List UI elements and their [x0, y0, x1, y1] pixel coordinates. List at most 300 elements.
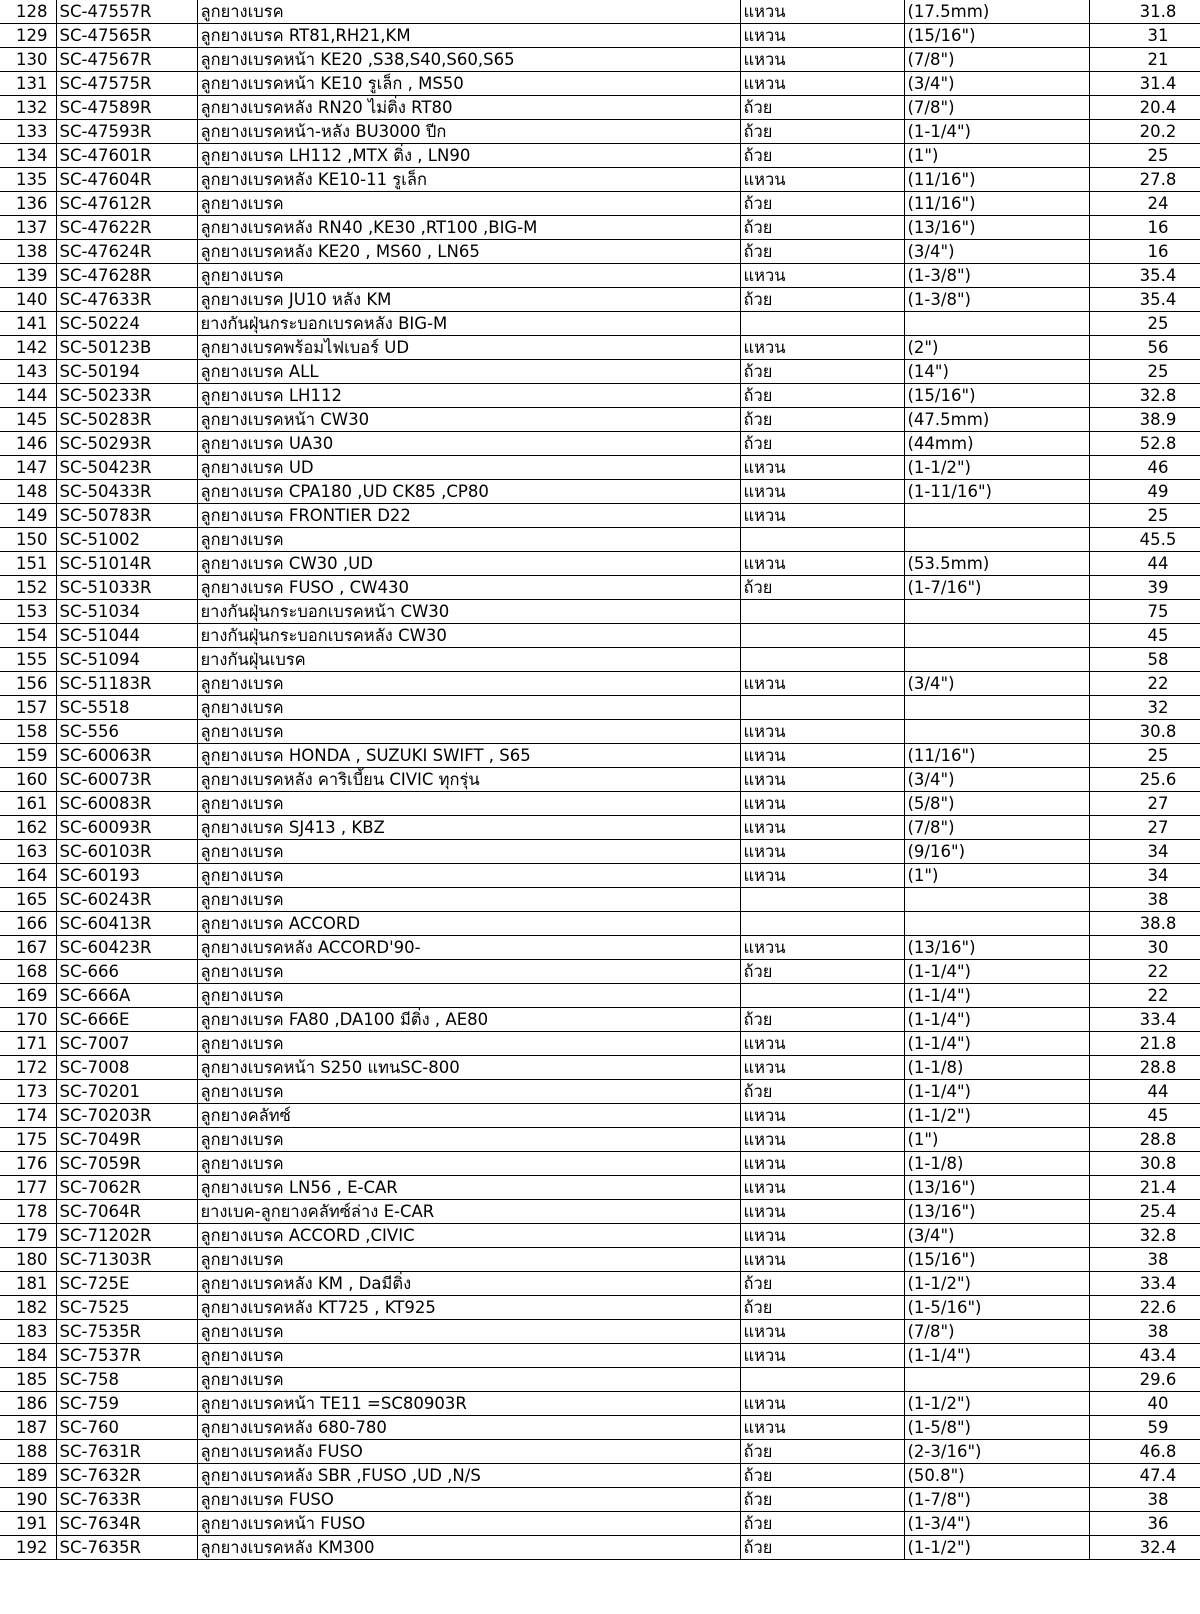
part-code-cell: SC-7635R — [56, 1536, 197, 1560]
part-code-cell: SC-51183R — [56, 672, 197, 696]
row-number-cell: 135 — [0, 168, 56, 192]
table-row — [0, 600, 1200, 624]
row-number-cell: 159 — [0, 744, 56, 768]
description-cell: ลูกยางเบรค FRONTIER D22 — [197, 504, 740, 528]
price-cell: 25 — [1089, 504, 1200, 528]
price-cell: 16 — [1089, 240, 1200, 264]
description-cell: ลูกยางเบรค LH112 ,MTX ติ่ง , LN90 — [197, 144, 740, 168]
table-row — [0, 72, 1200, 96]
table-row — [0, 1248, 1200, 1272]
table-row — [0, 1416, 1200, 1440]
part-code-cell: SC-60423R — [56, 936, 197, 960]
table-row — [0, 1488, 1200, 1512]
description-cell: ลูกยางเบรคหลัง SBR ,FUSO ,UD ,N/S — [197, 1464, 740, 1488]
table-row — [0, 1512, 1200, 1536]
type-cell: แหวน — [740, 1176, 904, 1200]
type-cell: แหวน — [740, 1200, 904, 1224]
description-cell: ลูกยางเบรคหลัง RN20 ไม่ติ่ง RT80 — [197, 96, 740, 120]
size-cell: (3/4") — [904, 240, 1089, 264]
price-cell: 56 — [1089, 336, 1200, 360]
type-cell: ถ้วย — [740, 1008, 904, 1032]
description-cell: ลูกยางเบรค — [197, 1152, 740, 1176]
description-cell: ลูกยางเบรค — [197, 192, 740, 216]
size-cell: (1-1/2") — [904, 1104, 1089, 1128]
table-row — [0, 336, 1200, 360]
description-cell: ลูกยางเบรคหลัง KM , Daมีติ่ง — [197, 1272, 740, 1296]
row-number-cell: 165 — [0, 888, 56, 912]
part-code-cell: SC-7632R — [56, 1464, 197, 1488]
description-cell: ลูกยางเบรค CW30 ,UD — [197, 552, 740, 576]
price-cell: 32.8 — [1089, 384, 1200, 408]
row-number-cell: 176 — [0, 1152, 56, 1176]
table-row — [0, 528, 1200, 552]
size-cell: (17.5mm) — [904, 0, 1089, 24]
description-cell: ลูกยางเบรค JU10 หลัง KM — [197, 288, 740, 312]
price-cell: 58 — [1089, 648, 1200, 672]
table-row — [0, 1056, 1200, 1080]
price-cell: 47.4 — [1089, 1464, 1200, 1488]
price-cell: 25 — [1089, 312, 1200, 336]
price-cell: 46.8 — [1089, 1440, 1200, 1464]
part-code-cell: SC-60063R — [56, 744, 197, 768]
size-cell: (53.5mm) — [904, 552, 1089, 576]
row-number-cell: 161 — [0, 792, 56, 816]
description-cell: ลูกยางเบรค — [197, 672, 740, 696]
price-cell: 35.4 — [1089, 264, 1200, 288]
description-cell: ลูกยางเบรคหน้า KE10 รูเล็ก , MS50 — [197, 72, 740, 96]
description-cell: ลูกยางเบรค — [197, 960, 740, 984]
price-cell: 22 — [1089, 672, 1200, 696]
row-number-cell: 158 — [0, 720, 56, 744]
price-cell: 75 — [1089, 600, 1200, 624]
type-cell: แหวน — [740, 840, 904, 864]
part-code-cell: SC-7535R — [56, 1320, 197, 1344]
type-cell: ถ้วย — [740, 384, 904, 408]
row-number-cell: 171 — [0, 1032, 56, 1056]
type-cell: ถ้วย — [740, 144, 904, 168]
type-cell: แหวน — [740, 1128, 904, 1152]
part-code-cell: SC-47567R — [56, 48, 197, 72]
type-cell: แหวน — [740, 936, 904, 960]
part-code-cell: SC-47633R — [56, 288, 197, 312]
row-number-cell: 141 — [0, 312, 56, 336]
type-cell: แหวน — [740, 1248, 904, 1272]
size-cell: (1-3/8") — [904, 288, 1089, 312]
table-row — [0, 48, 1200, 72]
row-number-cell: 146 — [0, 432, 56, 456]
part-code-cell: SC-47624R — [56, 240, 197, 264]
price-cell: 39 — [1089, 576, 1200, 600]
price-cell: 30 — [1089, 936, 1200, 960]
type-cell: ถ้วย — [740, 432, 904, 456]
part-code-cell: SC-71303R — [56, 1248, 197, 1272]
size-cell: (11/16") — [904, 192, 1089, 216]
table-row — [0, 1080, 1200, 1104]
row-number-cell: 152 — [0, 576, 56, 600]
part-code-cell: SC-47557R — [56, 0, 197, 24]
table-row — [0, 768, 1200, 792]
row-number-cell: 164 — [0, 864, 56, 888]
size-cell: (1-1/4") — [904, 1080, 1089, 1104]
type-cell: แหวน — [740, 264, 904, 288]
table-row — [0, 360, 1200, 384]
row-number-cell: 172 — [0, 1056, 56, 1080]
part-code-cell: SC-666E — [56, 1008, 197, 1032]
type-cell: แหวน — [740, 24, 904, 48]
type-cell: แหวน — [740, 336, 904, 360]
price-cell: 33.4 — [1089, 1008, 1200, 1032]
size-cell: (1-1/8) — [904, 1056, 1089, 1080]
price-cell: 27.8 — [1089, 168, 1200, 192]
description-cell: ลูกยางเบรค — [197, 864, 740, 888]
description-cell: ลูกยางเบรค — [197, 528, 740, 552]
size-cell — [904, 600, 1089, 624]
part-code-cell: SC-50194 — [56, 360, 197, 384]
type-cell: แหวน — [740, 1032, 904, 1056]
row-number-cell: 151 — [0, 552, 56, 576]
row-number-cell: 182 — [0, 1296, 56, 1320]
size-cell — [904, 312, 1089, 336]
size-cell: (1-1/4") — [904, 1008, 1089, 1032]
price-cell: 30.8 — [1089, 720, 1200, 744]
table-row — [0, 984, 1200, 1008]
part-code-cell: SC-50423R — [56, 456, 197, 480]
table-row — [0, 1536, 1200, 1560]
row-number-cell: 179 — [0, 1224, 56, 1248]
part-code-cell: SC-60103R — [56, 840, 197, 864]
description-cell: ลูกยางเบรคพร้อมไฟเบอร์ UD — [197, 336, 740, 360]
size-cell: (1-1/2") — [904, 1536, 1089, 1560]
price-cell: 38 — [1089, 1320, 1200, 1344]
table-row — [0, 1032, 1200, 1056]
size-cell: (3/4") — [904, 672, 1089, 696]
part-code-cell: SC-5518 — [56, 696, 197, 720]
description-cell: ลูกยางเบรค ACCORD ,CIVIC — [197, 1224, 740, 1248]
type-cell: ถ้วย — [740, 216, 904, 240]
type-cell: ถ้วย — [740, 1512, 904, 1536]
size-cell: (2") — [904, 336, 1089, 360]
type-cell: แหวน — [740, 72, 904, 96]
type-cell: แหวน — [740, 1320, 904, 1344]
part-code-cell: SC-7008 — [56, 1056, 197, 1080]
type-cell: ถ้วย — [740, 360, 904, 384]
price-cell: 25 — [1089, 360, 1200, 384]
price-cell: 40 — [1089, 1392, 1200, 1416]
price-cell: 38 — [1089, 1488, 1200, 1512]
table-row — [0, 576, 1200, 600]
row-number-cell: 170 — [0, 1008, 56, 1032]
part-code-cell: SC-60073R — [56, 768, 197, 792]
type-cell — [740, 1368, 904, 1392]
type-cell — [740, 624, 904, 648]
description-cell: ลูกยางเบรค — [197, 1032, 740, 1056]
table-row — [0, 936, 1200, 960]
price-cell: 31.4 — [1089, 72, 1200, 96]
price-cell: 36 — [1089, 1512, 1200, 1536]
price-cell: 44 — [1089, 552, 1200, 576]
description-cell: ลูกยางเบรคหน้า-หลัง BU3000 ปีก — [197, 120, 740, 144]
description-cell: ลูกยางเบรค ALL — [197, 360, 740, 384]
type-cell: ถ้วย — [740, 960, 904, 984]
price-cell: 34 — [1089, 840, 1200, 864]
table-row — [0, 456, 1200, 480]
size-cell: (11/16") — [904, 744, 1089, 768]
size-cell: (1-1/4") — [904, 120, 1089, 144]
size-cell: (1-5/8") — [904, 1416, 1089, 1440]
size-cell: (44mm) — [904, 432, 1089, 456]
row-number-cell: 183 — [0, 1320, 56, 1344]
row-number-cell: 156 — [0, 672, 56, 696]
part-code-cell: SC-50283R — [56, 408, 197, 432]
part-code-cell: SC-71202R — [56, 1224, 197, 1248]
type-cell: แหวน — [740, 672, 904, 696]
size-cell: (7/8") — [904, 1320, 1089, 1344]
type-cell: ถ้วย — [740, 1296, 904, 1320]
price-cell: 20.2 — [1089, 120, 1200, 144]
size-cell: (13/16") — [904, 216, 1089, 240]
price-cell: 28.8 — [1089, 1128, 1200, 1152]
table-row — [0, 384, 1200, 408]
part-code-cell: SC-47628R — [56, 264, 197, 288]
row-number-cell: 129 — [0, 24, 56, 48]
row-number-cell: 169 — [0, 984, 56, 1008]
size-cell: (3/4") — [904, 768, 1089, 792]
part-code-cell: SC-7007 — [56, 1032, 197, 1056]
part-code-cell: SC-50224 — [56, 312, 197, 336]
type-cell: ถ้วย — [740, 192, 904, 216]
table-row — [0, 1176, 1200, 1200]
description-cell: ลูกยางเบรคหลัง ACCORD'90- — [197, 936, 740, 960]
row-number-cell: 140 — [0, 288, 56, 312]
part-code-cell: SC-47622R — [56, 216, 197, 240]
part-code-cell: SC-50123B — [56, 336, 197, 360]
row-number-cell: 181 — [0, 1272, 56, 1296]
price-cell: 32.8 — [1089, 1224, 1200, 1248]
row-number-cell: 153 — [0, 600, 56, 624]
type-cell: ถ้วย — [740, 576, 904, 600]
description-cell: ลูกยางเบรค — [197, 1344, 740, 1368]
row-number-cell: 131 — [0, 72, 56, 96]
description-cell: ลูกยางเบรค — [197, 720, 740, 744]
table-row — [0, 240, 1200, 264]
price-cell: 33.4 — [1089, 1272, 1200, 1296]
row-number-cell: 147 — [0, 456, 56, 480]
size-cell: (15/16") — [904, 384, 1089, 408]
type-cell: ถ้วย — [740, 288, 904, 312]
table-row — [0, 912, 1200, 936]
part-code-cell: SC-50433R — [56, 480, 197, 504]
table-row — [0, 1464, 1200, 1488]
type-cell: ถ้วย — [740, 1272, 904, 1296]
description-cell: ลูกยางเบรค FUSO — [197, 1488, 740, 1512]
price-cell: 30.8 — [1089, 1152, 1200, 1176]
description-cell: ยางกันฝุ่นกระบอกเบรคหน้า CW30 — [197, 600, 740, 624]
part-code-cell: SC-60083R — [56, 792, 197, 816]
type-cell: ถ้วย — [740, 96, 904, 120]
row-number-cell: 138 — [0, 240, 56, 264]
table-row — [0, 1392, 1200, 1416]
part-code-cell: SC-7634R — [56, 1512, 197, 1536]
price-cell: 45 — [1089, 624, 1200, 648]
row-number-cell: 154 — [0, 624, 56, 648]
description-cell: ลูกยางเบรค — [197, 1248, 740, 1272]
part-code-cell: SC-50783R — [56, 504, 197, 528]
row-number-cell: 137 — [0, 216, 56, 240]
table-row — [0, 0, 1200, 24]
price-cell: 29.6 — [1089, 1368, 1200, 1392]
part-code-cell: SC-51033R — [56, 576, 197, 600]
size-cell: (15/16") — [904, 24, 1089, 48]
row-number-cell: 163 — [0, 840, 56, 864]
table-row — [0, 1008, 1200, 1032]
row-number-cell: 166 — [0, 912, 56, 936]
description-cell: ลูกยางเบรค FA80 ,DA100 มีติ่ง , AE80 — [197, 1008, 740, 1032]
row-number-cell: 155 — [0, 648, 56, 672]
type-cell: ถ้วย — [740, 1464, 904, 1488]
price-cell: 21.4 — [1089, 1176, 1200, 1200]
type-cell: แหวน — [740, 1224, 904, 1248]
part-code-cell: SC-51044 — [56, 624, 197, 648]
description-cell: ลูกยางเบรค HONDA , SUZUKI SWIFT , S65 — [197, 744, 740, 768]
size-cell: (1") — [904, 144, 1089, 168]
table-row — [0, 1104, 1200, 1128]
row-number-cell: 148 — [0, 480, 56, 504]
size-cell — [904, 504, 1089, 528]
part-code-cell: SC-758 — [56, 1368, 197, 1392]
row-number-cell: 150 — [0, 528, 56, 552]
row-number-cell: 144 — [0, 384, 56, 408]
part-code-cell: SC-50233R — [56, 384, 197, 408]
description-cell: ลูกยางเบรค — [197, 1080, 740, 1104]
size-cell: (1-1/4") — [904, 1032, 1089, 1056]
size-cell: (1-1/8) — [904, 1152, 1089, 1176]
row-number-cell: 177 — [0, 1176, 56, 1200]
size-cell: (1") — [904, 864, 1089, 888]
price-cell: 59 — [1089, 1416, 1200, 1440]
type-cell: แหวน — [740, 456, 904, 480]
row-number-cell: 134 — [0, 144, 56, 168]
price-cell: 38.9 — [1089, 408, 1200, 432]
type-cell: แหวน — [740, 552, 904, 576]
type-cell: แหวน — [740, 1344, 904, 1368]
part-code-cell: SC-47612R — [56, 192, 197, 216]
table-row — [0, 744, 1200, 768]
price-cell: 25 — [1089, 144, 1200, 168]
part-code-cell: SC-60193 — [56, 864, 197, 888]
row-number-cell: 128 — [0, 0, 56, 24]
size-cell: (1-1/2") — [904, 1392, 1089, 1416]
part-code-cell: SC-60413R — [56, 912, 197, 936]
size-cell: (1-11/16") — [904, 480, 1089, 504]
table-row — [0, 192, 1200, 216]
part-code-cell: SC-7537R — [56, 1344, 197, 1368]
description-cell: ลูกยางเบรค CPA180 ,UD CK85 ,CP80 — [197, 480, 740, 504]
type-cell: แหวน — [740, 792, 904, 816]
row-number-cell: 175 — [0, 1128, 56, 1152]
size-cell — [904, 1368, 1089, 1392]
type-cell: แหวน — [740, 768, 904, 792]
part-code-cell: SC-725E — [56, 1272, 197, 1296]
description-cell: ลูกยางเบรคหลัง RN40 ,KE30 ,RT100 ,BIG-M — [197, 216, 740, 240]
type-cell: แหวน — [740, 864, 904, 888]
description-cell: ลูกยางเบรคหลัง KT725 , KT925 — [197, 1296, 740, 1320]
description-cell: ลูกยางคลัทซ์ — [197, 1104, 740, 1128]
row-number-cell: 142 — [0, 336, 56, 360]
description-cell: ลูกยางเบรค — [197, 1368, 740, 1392]
row-number-cell: 186 — [0, 1392, 56, 1416]
type-cell — [740, 984, 904, 1008]
size-cell: (1-1/2") — [904, 456, 1089, 480]
description-cell: ลูกยางเบรค — [197, 696, 740, 720]
price-cell: 38.8 — [1089, 912, 1200, 936]
type-cell: แหวน — [740, 504, 904, 528]
table-row — [0, 480, 1200, 504]
type-cell — [740, 696, 904, 720]
description-cell: ลูกยางเบรค SJ413 , KBZ — [197, 816, 740, 840]
table-row — [0, 816, 1200, 840]
part-code-cell: SC-70201 — [56, 1080, 197, 1104]
size-cell: (47.5mm) — [904, 408, 1089, 432]
type-cell: แหวน — [740, 1392, 904, 1416]
table-row — [0, 624, 1200, 648]
type-cell: แหวน — [740, 1152, 904, 1176]
price-cell: 31.8 — [1089, 0, 1200, 24]
size-cell: (1-5/16") — [904, 1296, 1089, 1320]
type-cell: แหวน — [740, 168, 904, 192]
description-cell: ลูกยางเบรค — [197, 888, 740, 912]
table-row — [0, 504, 1200, 528]
table-row — [0, 1200, 1200, 1224]
price-cell: 16 — [1089, 216, 1200, 240]
size-cell: (7/8") — [904, 816, 1089, 840]
price-cell: 27 — [1089, 792, 1200, 816]
type-cell: แหวน — [740, 1056, 904, 1080]
type-cell: แหวน — [740, 0, 904, 24]
price-cell: 25.6 — [1089, 768, 1200, 792]
table-row — [0, 1272, 1200, 1296]
size-cell: (1-1/4") — [904, 960, 1089, 984]
table-row — [0, 648, 1200, 672]
part-code-cell: SC-51014R — [56, 552, 197, 576]
part-code-cell: SC-51034 — [56, 600, 197, 624]
size-cell: (1-7/8") — [904, 1488, 1089, 1512]
price-cell: 31 — [1089, 24, 1200, 48]
type-cell: ถ้วย — [740, 120, 904, 144]
table-row — [0, 1320, 1200, 1344]
description-cell: ลูกยางเบรค LH112 — [197, 384, 740, 408]
price-cell: 45 — [1089, 1104, 1200, 1128]
type-cell: แหวน — [740, 720, 904, 744]
table-row — [0, 144, 1200, 168]
row-number-cell: 167 — [0, 936, 56, 960]
price-cell: 32 — [1089, 696, 1200, 720]
description-cell: ลูกยางเบรค — [197, 792, 740, 816]
size-cell: (13/16") — [904, 936, 1089, 960]
price-cell: 46 — [1089, 456, 1200, 480]
size-cell — [904, 720, 1089, 744]
table-row — [0, 168, 1200, 192]
part-code-cell: SC-47604R — [56, 168, 197, 192]
table-row — [0, 288, 1200, 312]
table-row — [0, 792, 1200, 816]
description-cell: ลูกยางเบรค ACCORD — [197, 912, 740, 936]
table-row — [0, 96, 1200, 120]
size-cell: (1-1/4") — [904, 984, 1089, 1008]
size-cell: (1-1/2") — [904, 1272, 1089, 1296]
row-number-cell: 149 — [0, 504, 56, 528]
description-cell: ลูกยางเบรค — [197, 1128, 740, 1152]
description-cell: ลูกยางเบรคหน้า TE11 =SC80903R — [197, 1392, 740, 1416]
